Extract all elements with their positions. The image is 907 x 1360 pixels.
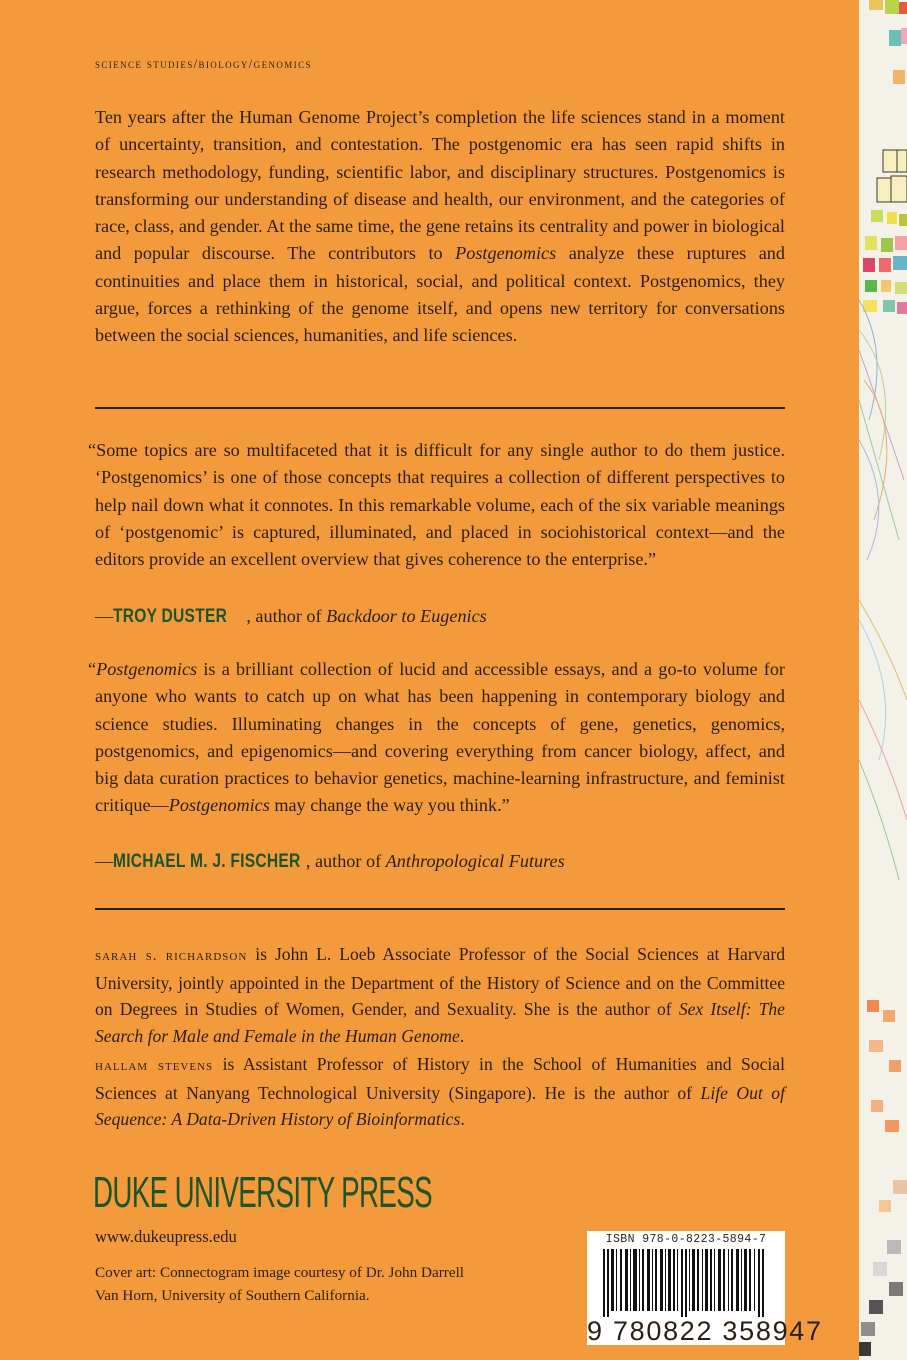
blurb-duster: “Some topics are so multifaceted that it is difficult for any single author to do them justice. ‘Postgenomics’ is one of those concepts that requires a collection of different perspectives to help nail down what it connotes. In this remarkable volume, each of the six variable meanings of ‘postgenomic’ is captured, illuminated, and placed in sociohistorical context—and the editors provide an excellent overview that gives coherence to the enterprise.” bbox=[88, 440, 785, 570]
blurb-duster-attribution bbox=[95, 603, 487, 630]
dash: — bbox=[95, 606, 114, 626]
open-quote: “ bbox=[88, 659, 97, 679]
editor-bio-richardson bbox=[95, 941, 785, 1049]
barcode-digits: 9 780822 358947 bbox=[587, 1316, 823, 1346]
blurb-author-name: TROY DUSTER bbox=[113, 606, 228, 627]
description-text-1: Ten years after the Human Genome Project’s completion the life sciences stand in a moment of uncertainty, transition, and contestation. The postgenomic era has seen rapid shifts in research methodology, funding, scientific labor, and disciplinary structures. Postgenomics is transforming our understanding of disease and health, our environment, and the categories of race, class, and gender. At the same time, the gene retains its centrality and power in biological and popular discourse. The contributors to bbox=[95, 107, 785, 264]
editor-name: hallam stevens bbox=[95, 1058, 214, 1074]
blurb-fischer bbox=[88, 656, 785, 820]
divider-top bbox=[95, 407, 785, 409]
bio-end: . bbox=[459, 1025, 465, 1046]
barcode bbox=[587, 1231, 823, 1346]
blurb-fischer-attribution bbox=[95, 848, 565, 875]
blurb-author-book: Backdoor to Eugenics bbox=[326, 606, 487, 626]
blurb-author-name: MICHAEL M. J. FISCHER bbox=[113, 851, 301, 872]
blurb-text-2: may change the way you think.” bbox=[269, 795, 510, 816]
publisher-logo: DUKE UNIVERSITY PRESS bbox=[93, 1168, 433, 1217]
blurb-book-title: Postgenomics bbox=[96, 659, 198, 679]
publisher-url[interactable]: www.dukeupress.edu bbox=[95, 1227, 237, 1246]
bio-text: is John L. Loeb Associate Professor of the Social Sciences at Harvard University, jointly appointed in the Department of the History of Science and on the Committee on Degrees in Studies of Women, Gender, and Sexuality. She is the author of bbox=[95, 944, 785, 1019]
bio-book: Sex Itself: The Search for Male and Female in the Human Genome bbox=[95, 999, 785, 1046]
barcode-bars bbox=[595, 1249, 777, 1317]
divider-bottom bbox=[95, 908, 785, 910]
category-label: science studies/biology/genomics bbox=[95, 57, 312, 71]
editor-bio-stevens bbox=[95, 1051, 785, 1133]
author-of-text: , author of bbox=[246, 606, 327, 626]
blurb-author-book: Anthropological Futures bbox=[385, 851, 565, 871]
connectogram-art bbox=[859, 0, 907, 1360]
blurb-text-1: is a brilliant collection of lucid and accessible essays, and a go-to volume for anyone who wants to catch up on what has been happening in contemporary biology and science studies. Illuminating changes in the concepts of gene, genetics, genomics, postgenomics, and epigenomics—and covering everything from cancer biology, affect, and big data curation practices to behavior genetics, machine-learning infrastructure, and feminist critique— bbox=[95, 659, 785, 816]
editor-name: sarah s. richardson bbox=[95, 948, 248, 964]
bio-text: is Assistant Professor of History in the School of Humanities and Social Sciences at Nanyang Technological University (Singapore). He is the author of bbox=[95, 1054, 785, 1103]
bio-book: Life Out of Sequence: A Data-Driven History of Bioinformatics bbox=[95, 1082, 785, 1129]
author-of-text: , author of bbox=[305, 851, 386, 871]
blurb-book-title-2: Postgenomics bbox=[168, 795, 270, 816]
spine-art bbox=[859, 0, 907, 1360]
isbn-label: ISBN 978-0-8223-5894-7 bbox=[605, 1233, 767, 1246]
cover-credit: Cover art: Connectogram image courtesy of Dr. John Darrell Van Horn, University of Southern California. bbox=[95, 1264, 465, 1304]
bio-end: . bbox=[460, 1109, 465, 1129]
description-paragraph bbox=[95, 104, 785, 350]
dash: — bbox=[95, 851, 114, 871]
description-text-2: analyze these ruptures and continuities and place them in historical, social, and political context. Postgenomics, they argue, forces a rethinking of the genome itself, and opens new territory for conversations between the social sciences, humanities, and life sciences. bbox=[95, 243, 785, 346]
description-book-title: Postgenomics bbox=[455, 243, 557, 264]
